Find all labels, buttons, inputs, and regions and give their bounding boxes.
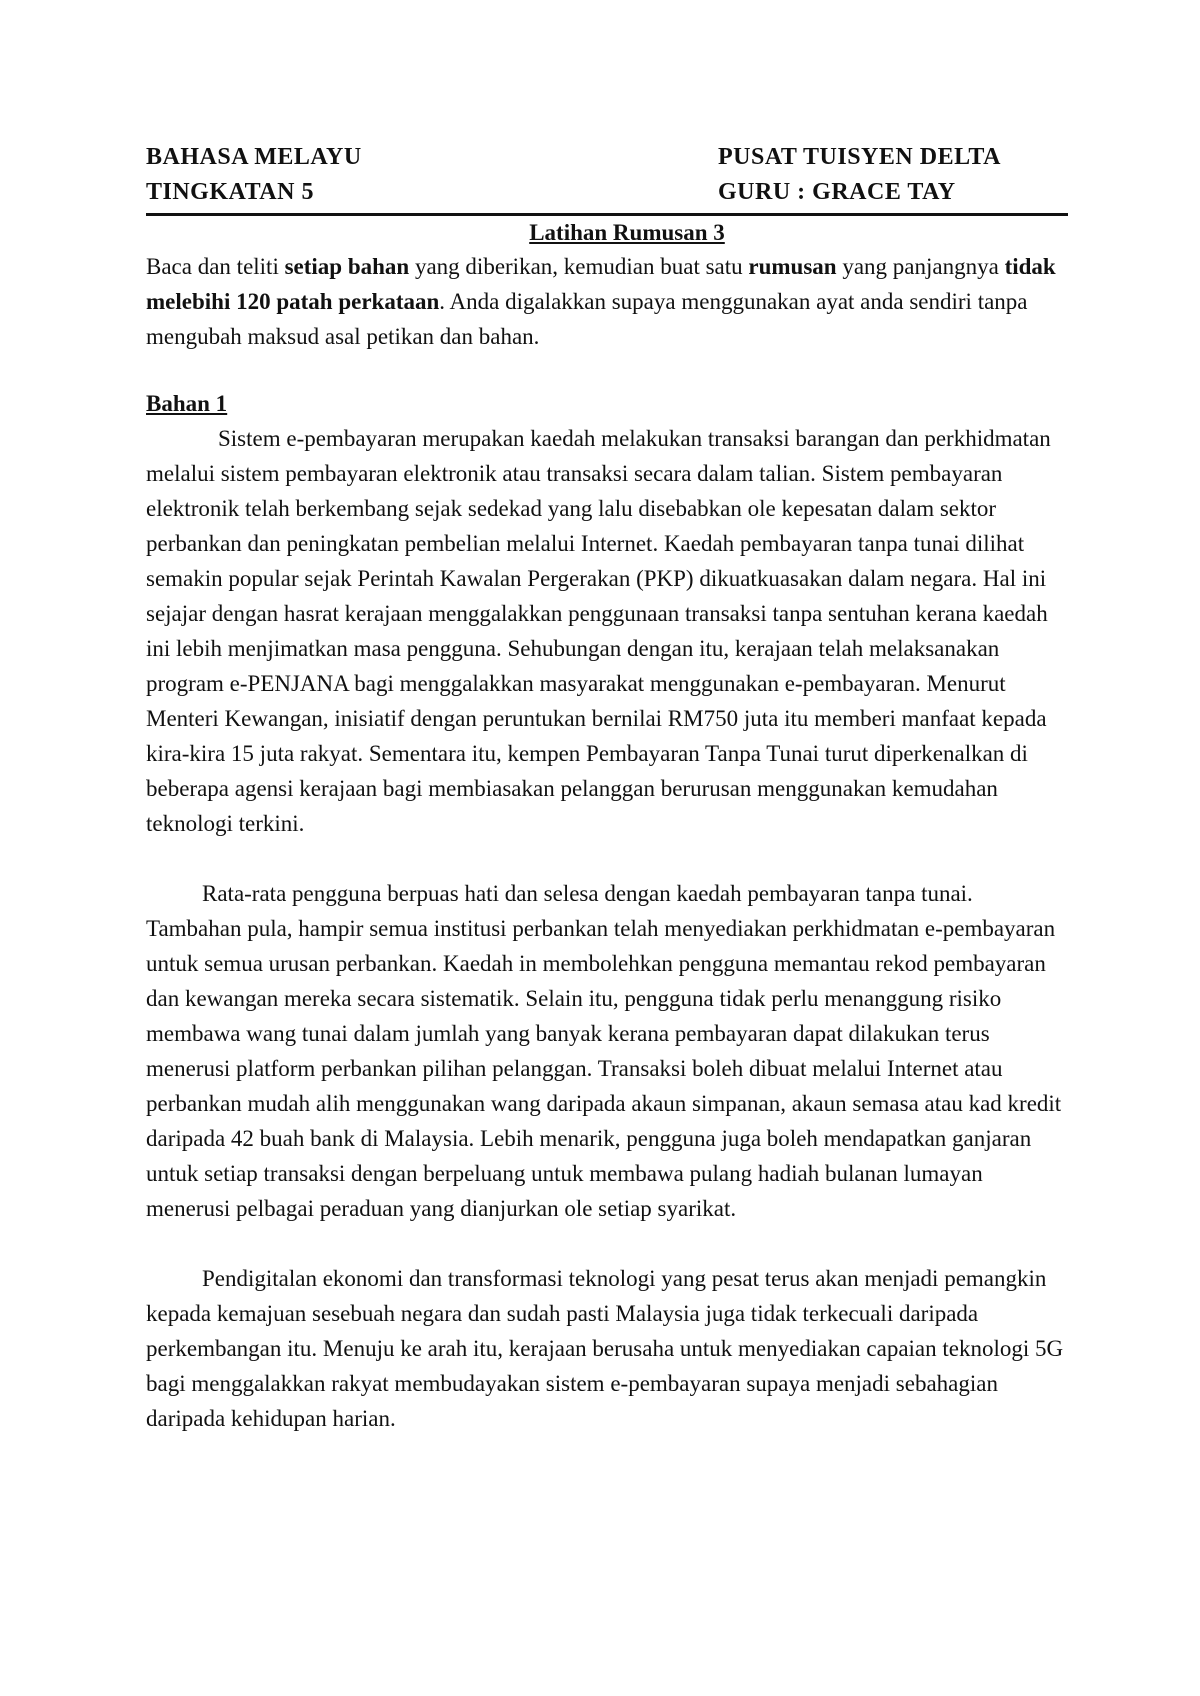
- exercise-title: Latihan Rumusan 3: [529, 220, 725, 245]
- instructions-text-2: yang diberikan, kemudian buat satu: [409, 254, 749, 279]
- document-header: [146, 140, 1068, 210]
- header-right-block: [718, 140, 1068, 210]
- bahan1-paragraph-1: Sistem e-pembayaran merupakan kaedah melakukan transaksi barangan dan perkhidmatan melalui sistem pembayaran elektronik atau transaksi secara dalam talian. Sistem pembayaran elektronik telah berkembang sejak sedekad yang lalu disebabkan ole kepesatan dalam sektor perbankan dan peningkatan pembelian melalui Internet. Kaedah pembayaran tanpa tunai dilihat semakin popular sejak Perintah Kawalan Pergerakan (PKP) dikuatkuasakan dalam negara. Hal ini sejajar dengan hasrat kerajaan menggalakkan penggunaan transaksi tanpa sentuhan kerana kaedah ini lebih menjimatkan masa pengguna. Sehubungan dengan itu, kerajaan telah melaksanakan program e-PENJANA bagi menggalakkan masyarakat menggunakan e-pembayaran. Menurut Menteri Kewangan, inisiatif dengan peruntukan bernilai RM750 juta itu memberi manfaat kepada kira-kira 15 juta rakyat. Sementara itu, kempen Pembayaran Tanpa Tunai turut diperkenalkan di beberapa agensi kerajaan bagi membiasakan pelanggan berurusan menggunakan kemudahan teknologi terkini.: [146, 426, 1051, 836]
- bahan1-paragraph-3: Pendigitalan ekonomi dan transformasi teknologi yang pesat terus akan menjadi pemangkin kepada kemajuan sesebuah negara dan sudah pasti Malaysia juga tidak terkecuali daripada perkembangan itu. Menuju ke arah itu, kerajaan berusaha untuk menyediakan capaian teknologi 5G bagi menggalakkan rakyat membudayakan sistem e-pembayaran supaya menjadi sebahagian daripada kehidupan harian.: [146, 1266, 1064, 1431]
- bahan1-heading: Bahan 1: [146, 391, 228, 416]
- paragraph-spacer: [146, 1226, 1068, 1261]
- form-level-label: TINGKATAN 5: [146, 179, 314, 205]
- header-left-block: [146, 140, 362, 210]
- paragraph-spacer: [146, 841, 1068, 876]
- instructions-paragraph: [146, 249, 1068, 354]
- instructions-bold-3: tidak melebihi 120 patah perkataan: [146, 254, 1056, 314]
- document-page: [146, 140, 1068, 1436]
- tuition-centre-label: PUSAT TUISYEN DELTA: [718, 144, 1001, 170]
- teacher-label: GURU : GRACE TAY: [718, 179, 956, 205]
- instructions-text-3: yang panjangnya: [836, 254, 1005, 279]
- instructions-text-4: . Anda digalakkan supaya menggunakan ayat anda sendiri tanpa mengubah maksud asal petikan dan bahan.: [146, 289, 1028, 349]
- instructions-text-1: Baca dan teliti: [146, 254, 285, 279]
- instructions-bold-2: rumusan: [748, 254, 837, 279]
- bahan1-paragraph-2: Rata-rata pengguna berpuas hati dan selesa dengan kaedah pembayaran tanpa tunai. Tambahan pula, hampir semua institusi perbankan telah menyediakan perkhidmatan e-pembayaran untuk semua urusan perbankan. Kaedah in membolehkan pengguna memantau rekod pembayaran dan kewangan mereka secara sistematik. Selain itu, pengguna tidak perlu menanggung risiko membawa wang tunai dalam jumlah yang banyak kerana pembayaran dapat dilakukan terus menerusi platform perbankan pilihan pelanggan. Transaksi boleh dibuat melalui Internet atau perbankan mudah alih menggunakan wang daripada akaun simpanan, akaun semasa atau kad kredit daripada 42 buah bank di Malaysia. Lebih menarik, pengguna juga boleh mendapatkan ganjaran untuk setiap transaksi dengan berpeluang untuk membawa pulang hadiah bulanan lumayan menerusi pelbagai peraduan yang dianjurkan ole setiap syarikat.: [146, 881, 1062, 1221]
- subject-label: BAHASA MELAYU: [146, 144, 362, 170]
- instructions-bold-1: setiap bahan: [284, 254, 410, 279]
